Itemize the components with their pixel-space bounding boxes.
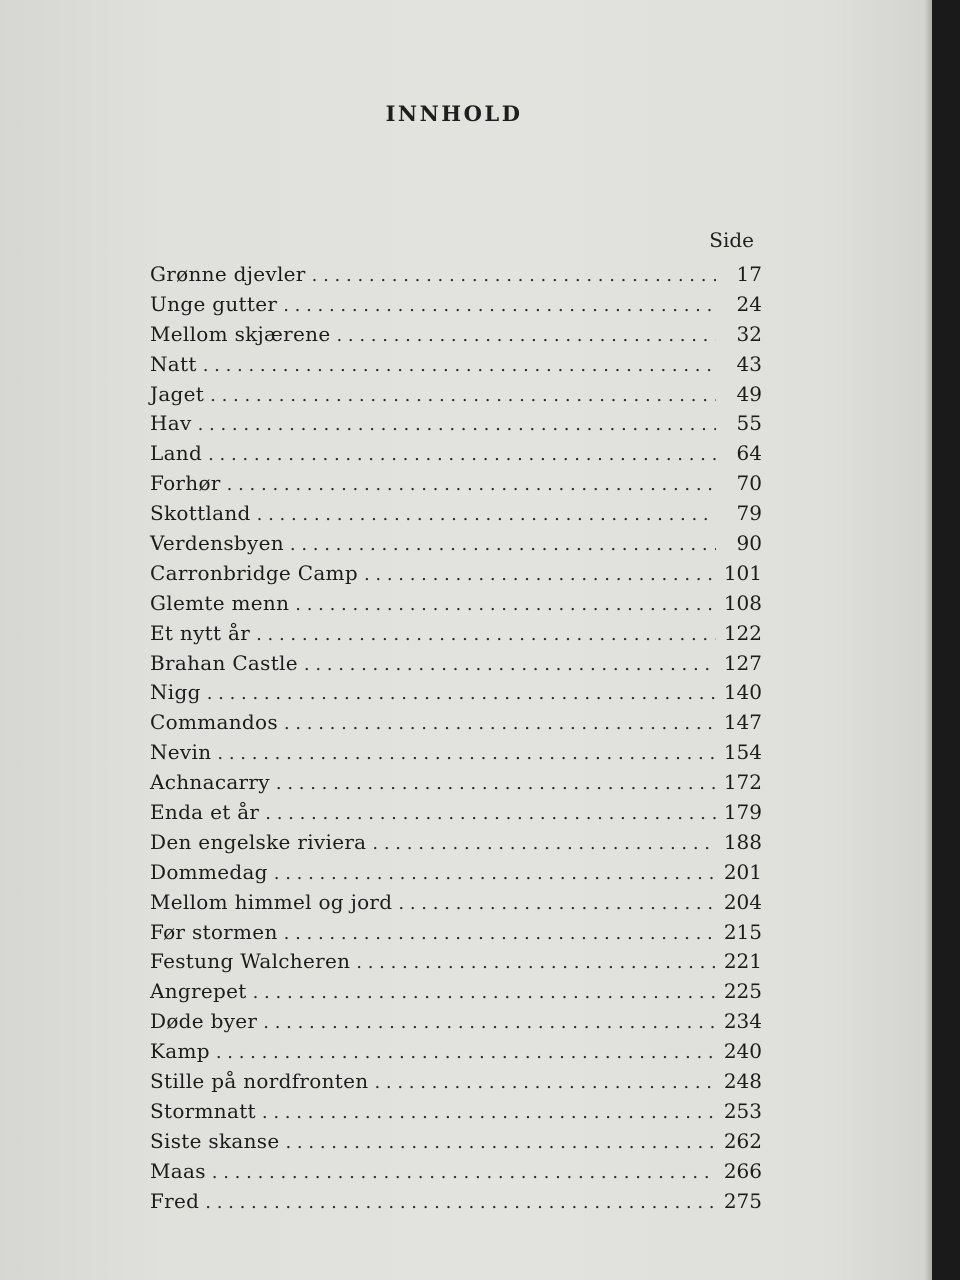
dot-leader [276,773,716,794]
toc-entry-title: Nigg [150,680,201,705]
toc-entry [150,382,762,412]
dot-leader [227,474,716,495]
toc-entry-title: Skottland [150,501,251,526]
dot-leader [257,504,716,525]
dot-leader [295,594,716,615]
toc-entry-page: 262 [723,1128,762,1153]
toc-entry [150,680,762,710]
toc-entry-title: Angrepet [150,979,247,1004]
toc-entry [150,1069,762,1099]
toc-entry-page: 221 [723,949,762,974]
toc-entry-title: Den engelske riviera [150,829,367,854]
toc-entry-title: Brahan Castle [150,650,298,675]
toc-entry-title: Land [150,441,203,466]
toc-entry-page: 266 [723,1158,762,1183]
toc-entry-page: 234 [723,1009,762,1034]
toc-entry-title: Fred [150,1188,200,1213]
toc-entry-page: 70 [736,471,762,496]
toc-entry-page: 24 [736,291,762,316]
toc-entry-title: Dommedag [150,859,268,884]
dot-leader [212,1162,716,1183]
toc-entry [150,1009,762,1039]
toc-entry-page: 17 [736,262,762,286]
toc-entry [150,561,762,591]
toc-entry-title: Døde byer [150,1009,258,1034]
toc-entry-title: Enda et år [150,800,260,825]
toc-entry-page: 127 [723,650,762,675]
dot-leader [207,683,716,704]
toc-entry [150,1099,762,1129]
toc-entry [150,651,762,681]
table-of-contents [150,262,762,1219]
dot-leader [256,624,716,645]
toc-entry [150,441,762,471]
toc-entry-page: 154 [723,740,762,765]
toc-entry-title: Forhør [150,471,221,496]
toc-entry-title: Glemte menn [150,590,290,615]
toc-entry-page: 172 [723,770,762,795]
toc-entry [150,292,762,322]
toc-entry-page: 79 [736,501,762,526]
toc-entry-page: 248 [723,1069,762,1094]
toc-entry-title: Verdensbyen [150,531,284,556]
toc-entry-title: Unge gutter [150,291,278,316]
toc-entry-page: 201 [723,859,762,884]
dot-leader [253,982,716,1003]
toc-entry [150,1129,762,1159]
toc-entry [150,621,762,651]
toc-entry-page: 188 [723,829,762,854]
toc-entry-title: Nevin [150,740,212,765]
dot-leader [203,355,716,376]
toc-entry-title: Natt [150,351,197,376]
dot-leader [290,534,716,555]
toc-entry-page: 55 [736,411,762,436]
toc-entry-title: Maas [150,1158,206,1183]
dot-leader [274,863,716,884]
dot-leader [364,564,716,585]
toc-entry-page: 204 [723,889,762,914]
toc-entry [150,1189,762,1219]
dot-leader [336,325,716,346]
toc-entry [150,501,762,531]
toc-entry-page: 140 [723,680,762,705]
toc-entry-title: Mellom skjærene [150,321,331,346]
toc-entry [150,531,762,561]
dot-leader [374,1072,716,1093]
toc-entry-page: 32 [736,321,762,346]
toc-entry-page: 275 [723,1188,762,1213]
dot-leader [208,444,716,465]
dot-leader [217,743,716,764]
toc-entry [150,1039,762,1069]
toc-entry-page: 240 [723,1039,762,1064]
toc-entry-title: Stille på nordfronten [150,1069,369,1094]
toc-entry-title: Commandos [150,710,278,735]
dot-leader [210,385,716,406]
dot-leader [262,1102,716,1123]
dot-leader [205,1192,716,1213]
toc-entry-title: Jaget [150,381,205,406]
dot-leader [216,1042,716,1063]
toc-entry-page: 90 [736,531,762,556]
toc-entry [150,770,762,800]
toc-entry-page: 122 [723,620,762,645]
toc-entry [150,591,762,621]
toc-entry-page: 253 [723,1098,762,1123]
toc-entry [150,352,762,382]
toc-entry-title: Festung Walcheren [150,949,351,974]
toc-entry [150,710,762,740]
toc-entry-page: 179 [723,800,762,825]
toc-entry [150,920,762,950]
toc-entry-page: 108 [723,590,762,615]
dot-leader [265,803,716,824]
toc-entry [150,830,762,860]
toc-entry-page: 147 [723,710,762,735]
toc-entry [150,471,762,501]
toc-entry [150,1159,762,1189]
toc-entry [150,411,762,441]
toc-entry-title: Stormnatt [150,1098,256,1123]
toc-entry [150,262,762,292]
toc-entry-title: Mellom himmel og jord [150,889,393,914]
toc-entry-title: Hav [150,411,192,436]
dot-leader [263,1012,716,1033]
toc-entry-page: 215 [723,919,762,944]
dot-leader [283,295,716,316]
toc-entry-page: 101 [723,560,762,585]
toc-entry [150,890,762,920]
dot-leader [304,654,716,675]
toc-entry [150,322,762,352]
toc-entry [150,979,762,1009]
toc-entry [150,949,762,979]
dot-leader [398,893,716,914]
toc-entry-page: 64 [736,441,762,466]
toc-entry-page: 49 [736,381,762,406]
page-title: INNHOLD [385,101,523,126]
page-column-header: Side [709,228,754,252]
toc-entry [150,860,762,890]
toc-entry-title: Kamp [150,1039,210,1064]
toc-entry-page: 225 [723,979,762,1004]
dot-leader [198,414,716,435]
toc-entry-title: Achnacarry [150,770,270,795]
page-edge-shadow [924,0,932,1280]
dot-leader [285,1132,716,1153]
toc-entry [150,800,762,830]
toc-entry-title: Før stormen [150,919,278,944]
toc-entry-title: Et nytt år [150,620,251,645]
dot-leader [372,833,716,854]
toc-entry-page: 43 [736,351,762,376]
toc-entry-title: Grønne djevler [150,262,306,286]
dot-leader [312,265,716,286]
dot-leader [356,952,716,973]
dot-leader [284,713,716,734]
dot-leader [284,923,716,944]
toc-entry-title: Carronbridge Camp [150,560,358,585]
toc-entry [150,740,762,770]
toc-entry-title: Siste skanse [150,1128,280,1153]
